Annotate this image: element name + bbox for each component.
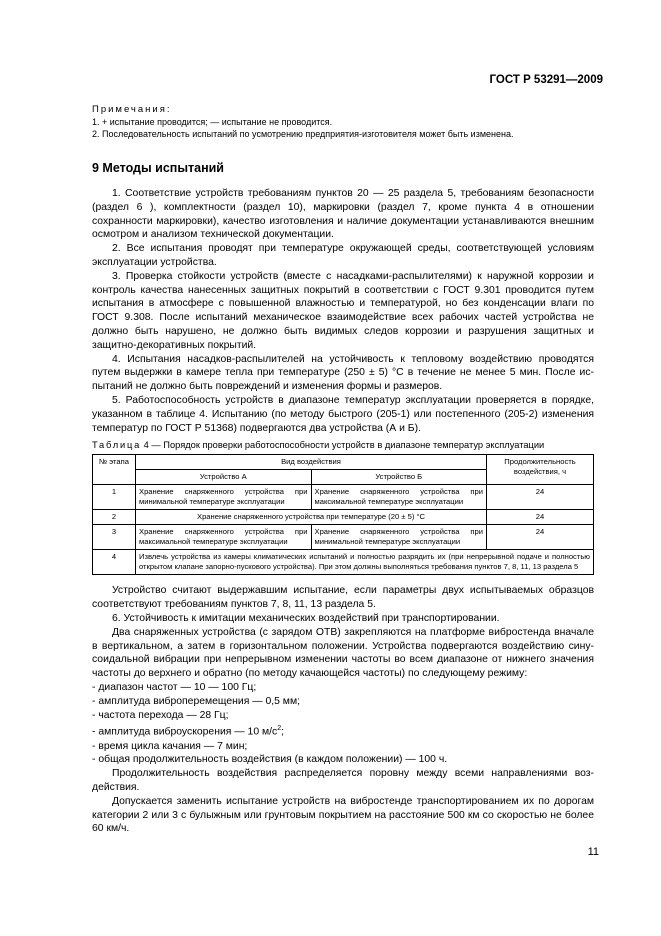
paragraph: 2. Все испытания проводят при температуре окружающей среды, соответствующей условиям эксплуатации устройства. xyxy=(92,243,594,268)
cell-full: Извлечь устройства из камеры климатических испытаний и полностью разрядить их (при непрерывной подаче и полностью открытом клапане запорно-пускового устройства). При этом должны выполняться требования пунктов 7, 8, 11, 13 раздела 5 xyxy=(136,550,594,575)
paragraph: 5. Работоспособность устройств в диапазоне температур эксплуатации проверяется в порядке, указанном в таблице 4. Испытанию (по методу быстрого (205-1) или постепенного (205-2) изменения температур по ГОСТ Р 51368) подвергаются два устройства (А и Б). xyxy=(92,394,594,434)
cell-duration: 24 xyxy=(487,525,594,550)
section-title: 9 Методы испытаний xyxy=(92,161,224,175)
table-row xyxy=(93,525,594,550)
cell-stage: 1 xyxy=(93,485,136,510)
paragraph: 6. Устойчивость к имитации механических воздействий при транспортировании. xyxy=(112,612,500,624)
list-item xyxy=(92,722,594,739)
header-duration: Продолжительность воздействия, ч xyxy=(487,455,594,485)
header-device-a: Устройство А xyxy=(136,470,312,485)
paragraph: 1. Соответствие устройств требованиям пунктов 20 — 25 раздела 5, требованиям безопасности (раздел 6 ), комплектности (раздел 10), маркировки (раздел 7, кроме пункта 4 в отношении сохранности маркировки), качество изготовления и наличие документации устанавливаются внешним осмотром и анализом технической документации. xyxy=(92,188,594,241)
cell-device-b: Хранение снаряженного устройства при минимальной температуре эксплуатации xyxy=(311,525,487,550)
standard-header: ГОСТ Р 53291—2009 xyxy=(489,74,603,86)
table-caption-label: Таблица xyxy=(92,440,142,451)
paragraph: Допускается заменить испытание устройств на вибростенде транспортированием их по дорогам категории 2 или 3 с булыжным или грунтовым покрытием на расстояние 500 км со скоростью не более 60 км/ч. xyxy=(92,795,594,835)
paragraph: Устройство считают выдержавшим испытание, если параметры двух испытываемых образцов соответствуют требованиям пунктов 7, 8, 11, 13 раздела 5. xyxy=(92,585,594,611)
page-content xyxy=(92,104,594,836)
superscript: 2 xyxy=(277,725,282,733)
table-caption-text: 4 — Порядок проверки работоспособности устройств в диапазоне температур эксплуатации xyxy=(141,440,545,451)
list-item: - диапазон частот — 10 — 100 Гц; xyxy=(92,681,257,693)
list-item: - время цикла качания — 7 мин; xyxy=(92,740,248,752)
page-number: 11 xyxy=(587,846,599,858)
list-item: - частота перехода — 28 Гц; xyxy=(92,709,229,721)
cell-stage: 2 xyxy=(93,510,136,525)
paragraph: Два снаряженных устройства (с зарядом ОТВ) закрепляются на платформе вибростенда вначале в вертикальном, а затем в горизонтальном положении. Устройства подвергаются воздействию синусоидальной вибрации при непрерывном изменении частоты во всем диапазоне от нижнего значения частоты до верхнего и обратно (по методу качающейся частоты) по следующему режиму: xyxy=(92,626,594,680)
cell-duration: 24 xyxy=(487,485,594,510)
paragraph: 4. Испытания насадков-распылителей на устойчивость к тепловому воздействию проводятся путем выдержки в камере тепла при температуре (250 ± 5) °С в течение не менее 5 мин. После испытаний не должно быть повреждений и изменения формы и размеров. xyxy=(92,353,594,393)
cell-merged: Хранение снаряженного устройства при температуре (20 ± 5) °С xyxy=(136,510,487,525)
test-order-table xyxy=(92,454,594,575)
header-stage: № этапа xyxy=(93,455,136,485)
table-row xyxy=(93,510,594,525)
header-impact: Вид воздействия xyxy=(136,455,487,470)
table-row xyxy=(93,550,594,575)
table-caption xyxy=(92,440,594,450)
cell-device-a: Хранение снаряженного устройства при минимальной температуре эксплуатации xyxy=(136,485,312,510)
cell-device-b: Хранение снаряженного устройства при максимальной температуре эксплуатации xyxy=(311,485,487,510)
paragraph: Продолжительность воздействия распределяется поровну между всеми направлениями воздействия. xyxy=(92,768,594,793)
cell-stage: 4 xyxy=(93,550,136,575)
table-header-row xyxy=(93,455,594,470)
paragraph: 3. Проверка стойкости устройств (вместе с насадками-распылителями) к наружной коррозии и контроль качества нанесенных защитных покрытий в соответствии с ГОСТ 9.301 проводится путем испытания в атмосфере с повышенной влажностью и температурой, но без конденсации влаги по ГОСТ 9.308. После испытаний механическое взаимодействие всех рабочих частей устройства не должно быть нарушено, не должно быть видимых следов коррозии и разрушения защитных и защитно-декоративных покрытий. xyxy=(92,270,594,351)
cell-stage: 3 xyxy=(93,525,136,550)
list-item: - амплитуда виброперемещения — 0,5 мм; xyxy=(92,695,300,707)
list-item: - общая продолжительность воздействия (в каждом положении) — 100 ч. xyxy=(92,754,448,766)
list-item-suffix: ; xyxy=(281,726,285,738)
notes-title: Примечания: xyxy=(92,104,172,115)
after-table-block xyxy=(92,584,594,836)
header-device-b: Устройство Б xyxy=(311,470,487,485)
cell-device-a: Хранение снаряженного устройства при максимальной температуре эксплуатации xyxy=(136,525,312,550)
cell-duration: 24 xyxy=(487,510,594,525)
table-row xyxy=(93,485,594,510)
list-item-text: - амплитуда виброускорения — 10 м/с xyxy=(92,726,278,738)
note-item: 2. Последовательность испытаний по усмотрению предприятия-изготовителя может быть изменена. xyxy=(92,129,514,139)
note-item: 1. + испытание проводится; — испытание не проводится. xyxy=(92,117,333,127)
